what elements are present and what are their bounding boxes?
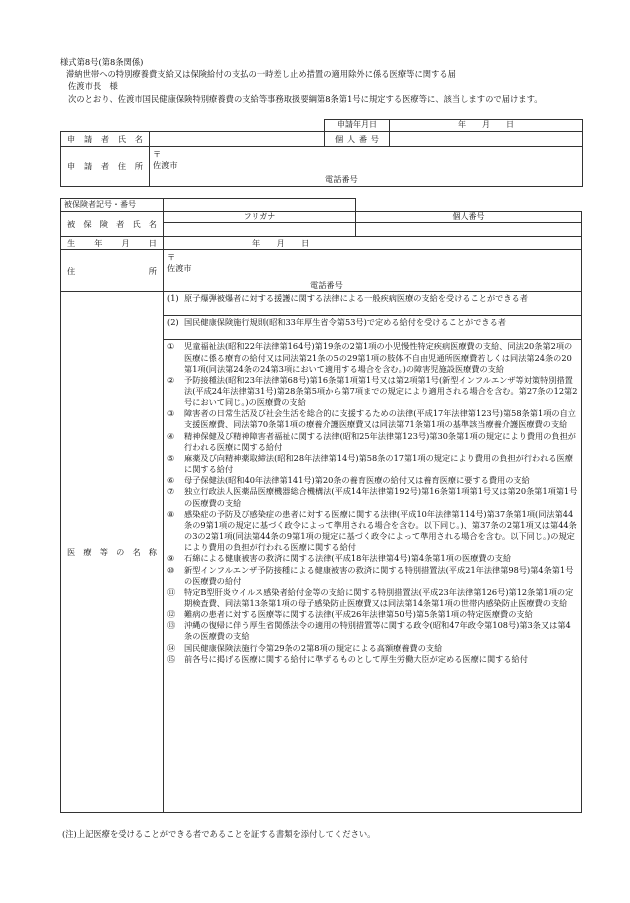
- applicant-table: [60, 119, 583, 187]
- applicant-phone-label: 電話番号: [325, 174, 358, 185]
- medical-name-label: 医療等の名称: [61, 292, 164, 813]
- form-title: 滞納世帯への特別療養費支給又は保険給付の支払の一時差し止め措置の適用除外に係る医療等に関する届: [66, 69, 456, 79]
- option-1-number: (1): [167, 293, 179, 304]
- medical-item[interactable]: ⑦ 独立行政法人医薬品医療機器総合機構法(平成14年法律第192号)第16条第1項第1号又は第20条第1項第1号の医療費の支給: [167, 486, 578, 508]
- insured-symbol-label: 被保険者記号・番号: [61, 199, 164, 212]
- birth-date-field[interactable]: 年 月 日: [164, 237, 582, 250]
- address-city: 佐渡市: [167, 263, 192, 274]
- applicant-number-label: 個人番号: [325, 132, 390, 147]
- applicant-address-field[interactable]: [150, 147, 583, 187]
- insured-address-field[interactable]: [164, 250, 582, 292]
- intro-text: 次のとおり、佐渡市国民健康保険特別療養費の支給等事務取扱要綱第8条第1号に規定する医療等に、該当しますので届けます。: [68, 94, 543, 104]
- medical-item[interactable]: ⑨ 石綿による健康被害の救済に関する法律(平成18年法律第4号)第4条第1項の医療費の支給: [167, 553, 512, 564]
- insured-name-label: 被保険者氏名: [61, 212, 164, 237]
- medical-items-list: [164, 340, 582, 813]
- medical-item[interactable]: ⑥ 母子保健法(昭和40年法律第141号)第20条の養育医療の給付又は養育医療に要する費用の支給: [167, 475, 530, 486]
- insured-table: [60, 198, 582, 813]
- address-city: 佐渡市: [153, 159, 178, 170]
- furigana-label: フリガナ: [164, 212, 356, 223]
- medical-item[interactable]: ④ 精神保健及び精神障害者福祉に関する法律(昭和25年法律第123号)第30条第1項の規定により費用の負担が行われる医療に関する給付: [167, 430, 576, 452]
- option-1[interactable]: [164, 292, 582, 316]
- postal-mark: 〒: [167, 252, 176, 263]
- insured-number-field[interactable]: [356, 223, 582, 237]
- medical-item[interactable]: ② 予防接種法(昭和23年法律第68号)第16条第1項第1号又は第2項第1号(新型インフルエンザ等対策特別措置法(平成24年法律第31号)第28条第5項から第7項までの規定により適用される場合を含む。第27条の12第2号において同じ。)の医療費の支給: [167, 374, 578, 408]
- applicant-name-label: 申請者氏名: [61, 132, 150, 147]
- insured-phone-label: 電話番号: [310, 279, 343, 290]
- medical-item[interactable]: ③ 障害者の日常生活及び社会生活を総合的に支援するための法律(平成17年法律第123号)第58条第1項の自立支援医療費、同法第70条第1項の療養介護医療費又は同法第71条第1項の基準該当療養介護医療費の支給: [167, 408, 576, 430]
- medical-item[interactable]: ⑪ 特定B型肝炎ウイルス感染者給付金等の支給に関する特別措置法(平成23年法律第126号)第12条第1項の定期検査費、同法第13条第1項の母子感染防止医療費又は同法第14条第1項の世帯内感染防止医療費の支給: [167, 586, 574, 608]
- postal-mark: 〒: [153, 149, 162, 159]
- medical-item[interactable]: ① 児童福祉法(昭和22年法律第164号)第19条の2第1項の小児慢性特定疾病医療費の支給、同法20条第2項の医療に係る療育の給付又は同法第21条の5の29第1項の肢体不自由児通所医療費若しくは同法第24条の20第1項(同法第24条の24第3項において適用する場合を含む。)の障害児施設医療費の支給: [167, 341, 573, 374]
- medical-item[interactable]: ⑮ 前各号に掲げる医療に関する給付に準ずるものとして厚生労働大臣が定める医療に関する給付: [167, 653, 528, 664]
- medical-item[interactable]: ⑭ 国民健康保険法施行令第29条の2第8項の規定による高額療養費の支給: [167, 642, 443, 653]
- application-date-field[interactable]: 年 月 日: [390, 120, 583, 132]
- insured-number-header: 個人番号: [356, 212, 582, 223]
- insured-address-label: 住所: [61, 250, 164, 292]
- medical-item[interactable]: ⑧ 感染症の予防及び感染症の患者に対する医療に関する法律(平成10年法律第114号)第37条第1項(同法第44条の9第1項の規定に基づく政令によって準用される場合を含む。以下同じ。)、第37条の2第1項又は第44条の3の2第1項(同法第44条の9第1項の規定に基づく政令によって準用される場合を含む。以下同じ。)の規定により費用の負担が行われる医療に関する給付: [167, 508, 577, 553]
- option-2[interactable]: [164, 316, 582, 340]
- applicant-number-field[interactable]: [390, 132, 583, 147]
- insured-name-field[interactable]: [164, 223, 356, 237]
- applicant-address-label: 申請者住所: [61, 147, 150, 187]
- form-number: 様式第8号(第8条関係): [60, 57, 144, 67]
- medical-item[interactable]: ⑩ 新型インフルエンザ予防接種による健康被害の救済に関する特別措置法(平成21年法律第98号)第4条第1号の医療費の給付: [167, 564, 574, 586]
- option-2-text: 国民健康保険施行規則(昭和33年厚生省令第53号)で定める給付を受けることができる者: [184, 317, 506, 328]
- medical-item[interactable]: ⑤ 麻薬及び向精神薬取締法(昭和28年法律第14号)第58条の17第1項の規定により費用の負担が行われる医療に関する給付: [167, 452, 573, 475]
- option-2-number: (2): [167, 317, 179, 328]
- medical-item[interactable]: ⑬ 沖縄の復帰に伴う厚生省関係法令の適用の特別措置等に関する政令(昭和47年政令第108号)第3条又は第4条の医療費の支給: [167, 620, 571, 642]
- addressee: 佐渡市長 様: [68, 81, 118, 91]
- insured-symbol-field[interactable]: [164, 199, 356, 212]
- medical-item[interactable]: ⑫ 難病の患者に対する医療等に関する法律(平成26年法律第50号)第5条第1項の特定医療費の支給: [167, 609, 533, 620]
- application-date-label: 申請年月日: [325, 120, 390, 132]
- attachment-note: (注)上記医療を受けることができる者であることを証する書類を添付してください。: [62, 829, 376, 839]
- birth-date-label: 生年月日: [61, 237, 164, 250]
- applicant-name-field[interactable]: [150, 132, 325, 147]
- option-1-text: 原子爆弾被爆者に対する援護に関する法律による一般疾病医療の支給を受けることができる者: [184, 293, 528, 304]
